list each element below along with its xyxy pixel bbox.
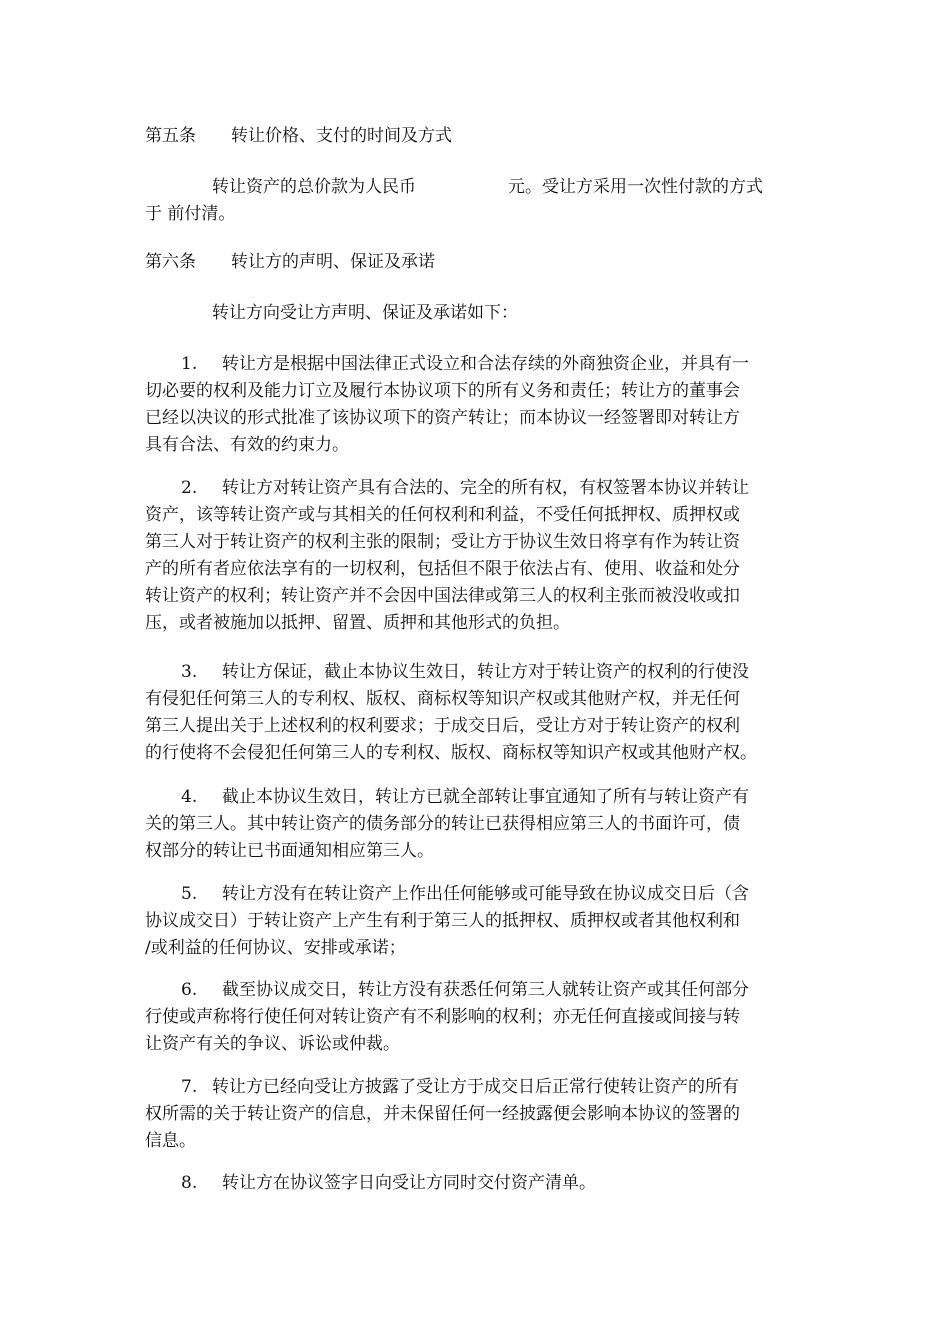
clause-text: 转让方是根据中国法律正式设立和合法存续的外商独资企业，并具有一 [222, 354, 749, 374]
article-number: 第五条 [145, 126, 196, 146]
clause-line: 压，或者被施加以抵押、留置、质押和其他形式的负担。 [145, 613, 570, 633]
clause-text: 转让方已经向受让方披露了受让方于成交日后正常行使转让资产的所有 [212, 1077, 739, 1097]
clause-line: 有侵犯任何第三人的专利权、版权、商标权等知识产权或其他财产权，并无任何 [145, 689, 740, 709]
article-number: 第六条 [145, 252, 196, 272]
clause-number: 6. [181, 980, 198, 1000]
clause-number: 4. [181, 787, 198, 807]
article-5-paragraph-line: 于 前付清。 [145, 204, 236, 224]
clause-text: 转让方在协议签字日向受让方同时交付资产清单。 [222, 1173, 596, 1193]
price-text-after-blank: 元。受让方采用一次性付款的方式 [508, 177, 763, 197]
clause-line [145, 1170, 825, 1197]
clause-line: 具有合法、有效的约束力。 [145, 435, 349, 455]
clause-line: 行使或声称将行使任何对转让资产有不利影响的权利；亦无任何直接或间接与转 [145, 1007, 740, 1027]
clause-line: 资产，该等转让资产或与其相关的任何权利和利益，不受任何抵押权、质押权或 [145, 505, 740, 525]
clause-line: 协议成交日）于转让资产上产生有利于第三人的抵押权、质押权或者其他权利和 [145, 911, 740, 931]
clause-line [145, 659, 825, 686]
clause-text: 转让方没有在转让资产上作出任何能够或可能导致在协议成交日后（含 [222, 884, 749, 904]
clause-number: 1. [181, 354, 198, 374]
article-5-heading [145, 123, 825, 150]
clause-line: 切必要的权利及能力订立及履行本协议项下的所有义务和责任；转让方的董事会 [145, 381, 740, 401]
clause-text: 转让方保证，截止本协议生效日，转让方对于转让资产的权利的行使没 [222, 662, 749, 682]
clause-line [145, 881, 825, 908]
clause-line: 信息。 [145, 1131, 196, 1151]
clause-text: 转让方对转让资产具有合法的、完全的所有权，有权签署本协议并转让 [222, 478, 749, 498]
article-6-heading [145, 249, 825, 276]
clause-line: 权所需的关于转让资产的信息，并未保留任何一经披露便会影响本协议的签署的 [145, 1104, 740, 1124]
clause-line [145, 977, 825, 1004]
clause-line [145, 475, 825, 502]
clause-text: 截至协议成交日，转让方没有获悉任何第三人就转让资产或其任何部分 [222, 980, 749, 1000]
clause-line: 的行使将不会侵犯任何第三人的专利权、版权、商标权等知识产权或其他财产权。 [145, 743, 757, 763]
clause-number: 3. [181, 662, 198, 682]
clause-line: 让资产有关的争议、诉讼或仲裁。 [145, 1034, 400, 1054]
clause-number: 5. [181, 884, 198, 904]
clause-number: 7. [181, 1077, 198, 1097]
clause-line: 第三人对于转让资产的权利主张的限制；受让方于协议生效日将享有作为转让资 [145, 532, 740, 552]
clause-line [145, 784, 825, 811]
clause-line: 产的所有者应依法享有的一切权利，包括但不限于依法占有、使用、收益和处分 [145, 559, 740, 579]
clause-number: 8. [181, 1173, 198, 1193]
clause-line: 转让资产的权利；转让资产并不会因中国法律或第三人的权利主张而被没收或扣 [145, 586, 740, 606]
clause-text: 截止本协议生效日，转让方已就全部转让事宜通知了所有与转让资产有 [222, 787, 749, 807]
clause-line [145, 351, 825, 378]
clause-line: 已经以决议的形式批准了该协议项下的资产转让；而本协议一经签署即对转让方 [145, 408, 740, 428]
clause-number: 2. [181, 478, 198, 498]
clause-line [145, 1074, 825, 1101]
article-title: 转让方的声明、保证及承诺 [231, 252, 435, 272]
article-5-paragraph-line [145, 174, 825, 201]
price-text-before-blank: 转让资产的总价款为人民币 [212, 177, 416, 197]
clause-line: /或利益的任何协议、安排或承诺； [145, 938, 406, 958]
clause-line: 第三人提出关于上述权利的权利要求；于成交日后，受让方对于转让资产的权利 [145, 716, 740, 736]
clause-line: 关的第三人。其中转让资产的债务部分的转让已获得相应第三人的书面许可，债 [145, 814, 740, 834]
article-title: 转让价格、支付的时间及方式 [231, 126, 452, 146]
article-6-intro: 转让方向受让方声明、保证及承诺如下： [212, 303, 518, 323]
clause-line: 权部分的转让已书面通知相应第三人。 [145, 841, 434, 861]
